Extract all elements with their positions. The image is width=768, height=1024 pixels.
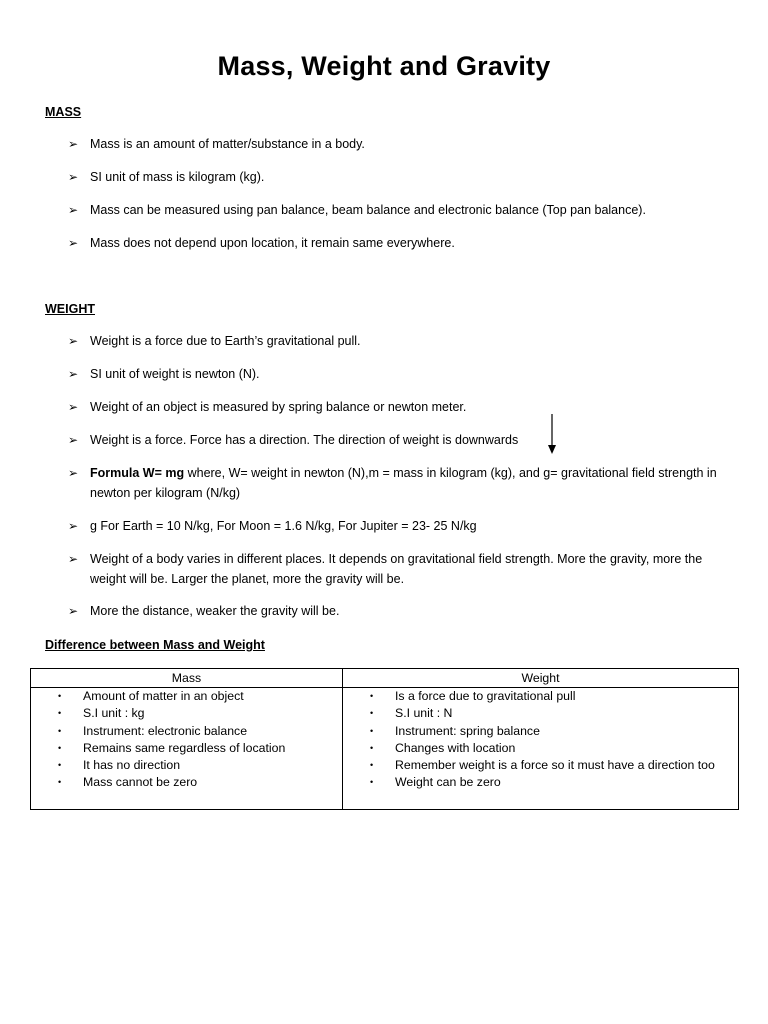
arrowhead-bullet-icon: ➢ bbox=[68, 334, 79, 348]
list-item-text: Is a force due to gravitational pull bbox=[395, 689, 576, 703]
table-header-row bbox=[31, 669, 739, 688]
dot-bullet-icon: • bbox=[370, 760, 374, 771]
list-item-text: Changes with location bbox=[395, 740, 516, 755]
arrowhead-bullet-icon: ➢ bbox=[68, 400, 79, 414]
column-header-weight: Weight bbox=[343, 669, 739, 688]
list-item-text: Instrument: spring balance bbox=[395, 723, 540, 738]
list-item bbox=[343, 705, 738, 722]
weight-bullet-text: Weight is a force. Force has a direction. The direction of weight is downwards bbox=[90, 433, 519, 447]
weight-heading: WEIGHT bbox=[45, 302, 95, 316]
dot-bullet-icon: • bbox=[58, 708, 62, 719]
weight-bullet-text: Weight of a body varies in different places. It depends on gravitational field strength. More the gravity, more the weight will be. Larger the planet, more the gravity will be. bbox=[90, 552, 703, 586]
arrowhead-bullet-icon: ➢ bbox=[68, 519, 79, 533]
mass-cell bbox=[31, 688, 343, 810]
weight-bullet-text: SI unit of weight is newton (N). bbox=[90, 367, 260, 381]
mass-bullet-text: Mass is an amount of matter/substance in a body. bbox=[90, 137, 365, 151]
difference-table bbox=[30, 668, 739, 810]
dot-bullet-icon: • bbox=[370, 777, 374, 788]
weight-bullet-text: Weight of an object is measured by spring balance or newton meter. bbox=[90, 400, 467, 414]
list-item-text: Amount of matter in an object bbox=[83, 689, 244, 703]
arrowhead-bullet-icon: ➢ bbox=[68, 170, 79, 184]
dot-bullet-icon: • bbox=[370, 742, 374, 753]
arrowhead-bullet-icon: ➢ bbox=[68, 203, 79, 217]
list-item bbox=[343, 688, 738, 705]
dot-bullet-icon: • bbox=[370, 725, 374, 736]
arrowhead-bullet-icon: ➢ bbox=[68, 552, 79, 566]
arrowhead-bullet-icon: ➢ bbox=[68, 433, 79, 447]
arrowhead-bullet-icon: ➢ bbox=[68, 367, 79, 381]
weight-bullet-text: More the distance, weaker the gravity will be. bbox=[90, 604, 340, 618]
mass-bullet-text: Mass does not depend upon location, it remain same everywhere. bbox=[90, 236, 455, 250]
list-item-text: S.I unit : kg bbox=[83, 706, 145, 721]
list-item bbox=[31, 705, 342, 722]
weight-cell bbox=[343, 688, 739, 810]
list-item-text: It has no direction bbox=[83, 758, 181, 773]
dot-bullet-icon: • bbox=[58, 691, 62, 701]
list-item-text: Remains same regardless of location bbox=[83, 740, 286, 755]
list-item bbox=[31, 757, 342, 774]
dot-bullet-icon: • bbox=[58, 725, 62, 736]
dot-bullet-icon: • bbox=[58, 777, 62, 788]
arrowhead-bullet-icon: ➢ bbox=[68, 466, 79, 480]
mass-bullet-text: SI unit of mass is kilogram (kg). bbox=[90, 170, 265, 184]
list-item-text: Instrument: electronic balance bbox=[83, 723, 248, 738]
list-item bbox=[343, 740, 738, 757]
dot-bullet-icon: • bbox=[58, 760, 62, 771]
page-title: Mass, Weight and Gravity bbox=[217, 51, 551, 81]
mass-bullet-text: Mass can be measured using pan balance, beam balance and electronic balance (Top pan balance). bbox=[90, 203, 646, 217]
mass-list bbox=[31, 688, 342, 792]
dot-bullet-icon: • bbox=[58, 742, 62, 753]
dot-bullet-icon: • bbox=[370, 708, 374, 719]
list-item bbox=[343, 774, 738, 791]
arrowhead-bullet-icon: ➢ bbox=[68, 236, 79, 250]
list-item-text: Mass cannot be zero bbox=[83, 775, 198, 790]
dot-bullet-icon: • bbox=[370, 691, 374, 701]
list-item bbox=[31, 774, 342, 791]
list-item bbox=[343, 723, 738, 740]
down-arrow-icon bbox=[543, 413, 561, 455]
formula-description: where, W= weight in newton (N),m = mass in kilogram (kg), and g= gravitational field strength in newton per kilogram (N/kg) bbox=[90, 466, 717, 500]
formula-bullet-text bbox=[90, 463, 730, 503]
difference-heading: Difference between Mass and Weight bbox=[45, 638, 265, 652]
list-item bbox=[31, 740, 342, 757]
mass-heading: MASS bbox=[45, 105, 82, 119]
column-header-mass: Mass bbox=[31, 669, 343, 688]
formula-label: Formula W= mg bbox=[90, 466, 185, 480]
arrowhead-bullet-icon: ➢ bbox=[68, 604, 79, 618]
list-item bbox=[31, 688, 342, 705]
list-item bbox=[31, 723, 342, 740]
list-item-text: Remember weight is a force so it must have a direction too bbox=[395, 758, 715, 773]
list-item-text: Weight can be zero bbox=[395, 775, 501, 790]
weight-list bbox=[343, 688, 738, 792]
table-row bbox=[31, 688, 739, 810]
list-item bbox=[343, 757, 738, 774]
list-item-text: S.I unit : N bbox=[395, 706, 453, 721]
weight-bullet-text: g For Earth = 10 N/kg, For Moon = 1.6 N/kg, For Jupiter = 23- 25 N/kg bbox=[90, 519, 477, 533]
arrowhead-bullet-icon: ➢ bbox=[68, 137, 79, 151]
weight-bullet-text: Weight is a force due to Earth’s gravitational pull. bbox=[90, 334, 361, 348]
